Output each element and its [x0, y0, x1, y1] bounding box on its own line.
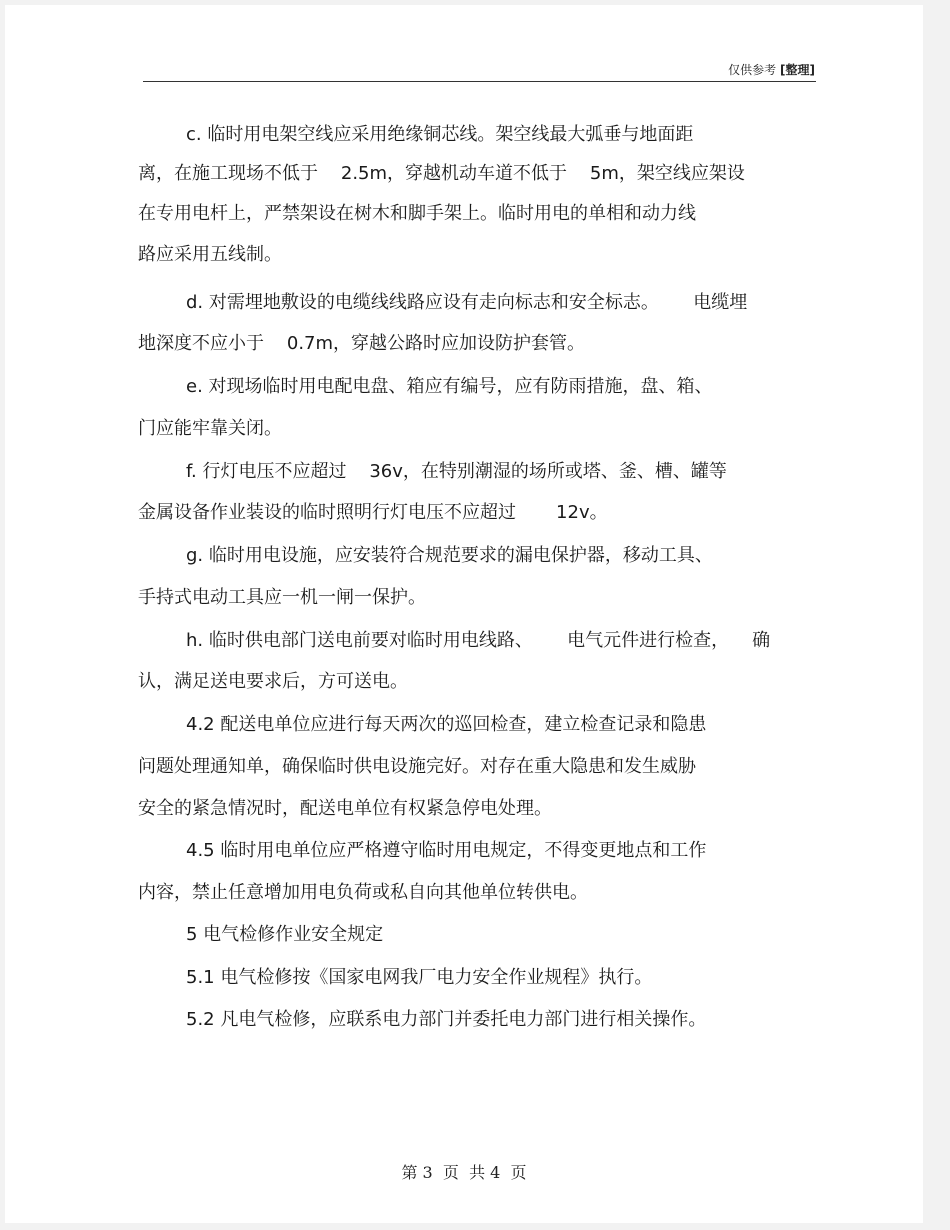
text-line: 问题处理通知单，确保临时供电设施完好。对存在重大隐患和发生威胁: [138, 756, 696, 777]
text-line: c. 临时用电架空线应采用绝缘铜芯线。架空线最大弧垂与地面距: [186, 124, 694, 145]
text-line: 离，在施工现场不低于 2.5m，穿越机动车道不低于 5m，架空线应架设: [138, 163, 745, 184]
document-page: [5, 5, 923, 1223]
header-text: 仅供参考: [728, 63, 777, 77]
header-tag: [整理]: [780, 63, 815, 77]
page-header: [145, 61, 815, 78]
text-line: 路应采用五线制。: [138, 244, 282, 265]
text-line: 手持式电动工具应一机一闸一保护。: [138, 587, 426, 608]
page-number: 第 3 页 共 4 页: [401, 1163, 527, 1182]
text-line: h. 临时供电部门送电前要对临时用电线路、 电气元件进行检查， 确: [186, 630, 771, 651]
text-line: 4.5 临时用电单位应严格遵守临时用电规定，不得变更地点和工作: [186, 840, 707, 861]
text-line: e. 对现场临时用电配电盘、箱应有编号，应有防雨措施，盘、箱、: [186, 376, 713, 397]
header-rule: [143, 81, 816, 82]
text-line: 5.1 电气检修按《国家电网我厂电力安全作业规程》执行。: [186, 967, 653, 988]
text-line: 地深度不应小于 0.7m，穿越公路时应加设防护套管。: [138, 333, 586, 354]
text-line: 5.2 凡电气检修，应联系电力部门并委托电力部门进行相关操作。: [186, 1009, 707, 1030]
text-line: g. 临时用电设施，应安装符合规范要求的漏电保护器，移动工具、: [186, 545, 713, 566]
text-line: 在专用电杆上，严禁架设在树木和脚手架上。临时用电的单相和动力线: [138, 203, 696, 224]
text-line: 门应能牢靠关闭。: [138, 418, 282, 439]
text-line: 认，满足送电要求后，方可送电。: [138, 671, 408, 692]
text-line: f. 行灯电压不应超过 36v，在特别潮湿的场所或塔、釜、槽、罐等: [186, 461, 727, 482]
text-line: 金属设备作业装设的临时照明行灯电压不应超过 12v。: [138, 502, 608, 523]
section-heading: 5 电气检修作业安全规定: [186, 924, 384, 945]
text-line: 4.2 配送电单位应进行每天两次的巡回检查，建立检查记录和隐患: [186, 714, 707, 735]
text-line: 安全的紧急情况时，配送电单位有权紧急停电处理。: [138, 798, 552, 819]
text-line: d. 对需埋地敷设的电缆线线路应设有走向标志和安全标志。 电缆埋: [186, 292, 748, 313]
text-line: 内容，禁止任意增加用电负荷或私自向其他单位转供电。: [138, 882, 588, 903]
